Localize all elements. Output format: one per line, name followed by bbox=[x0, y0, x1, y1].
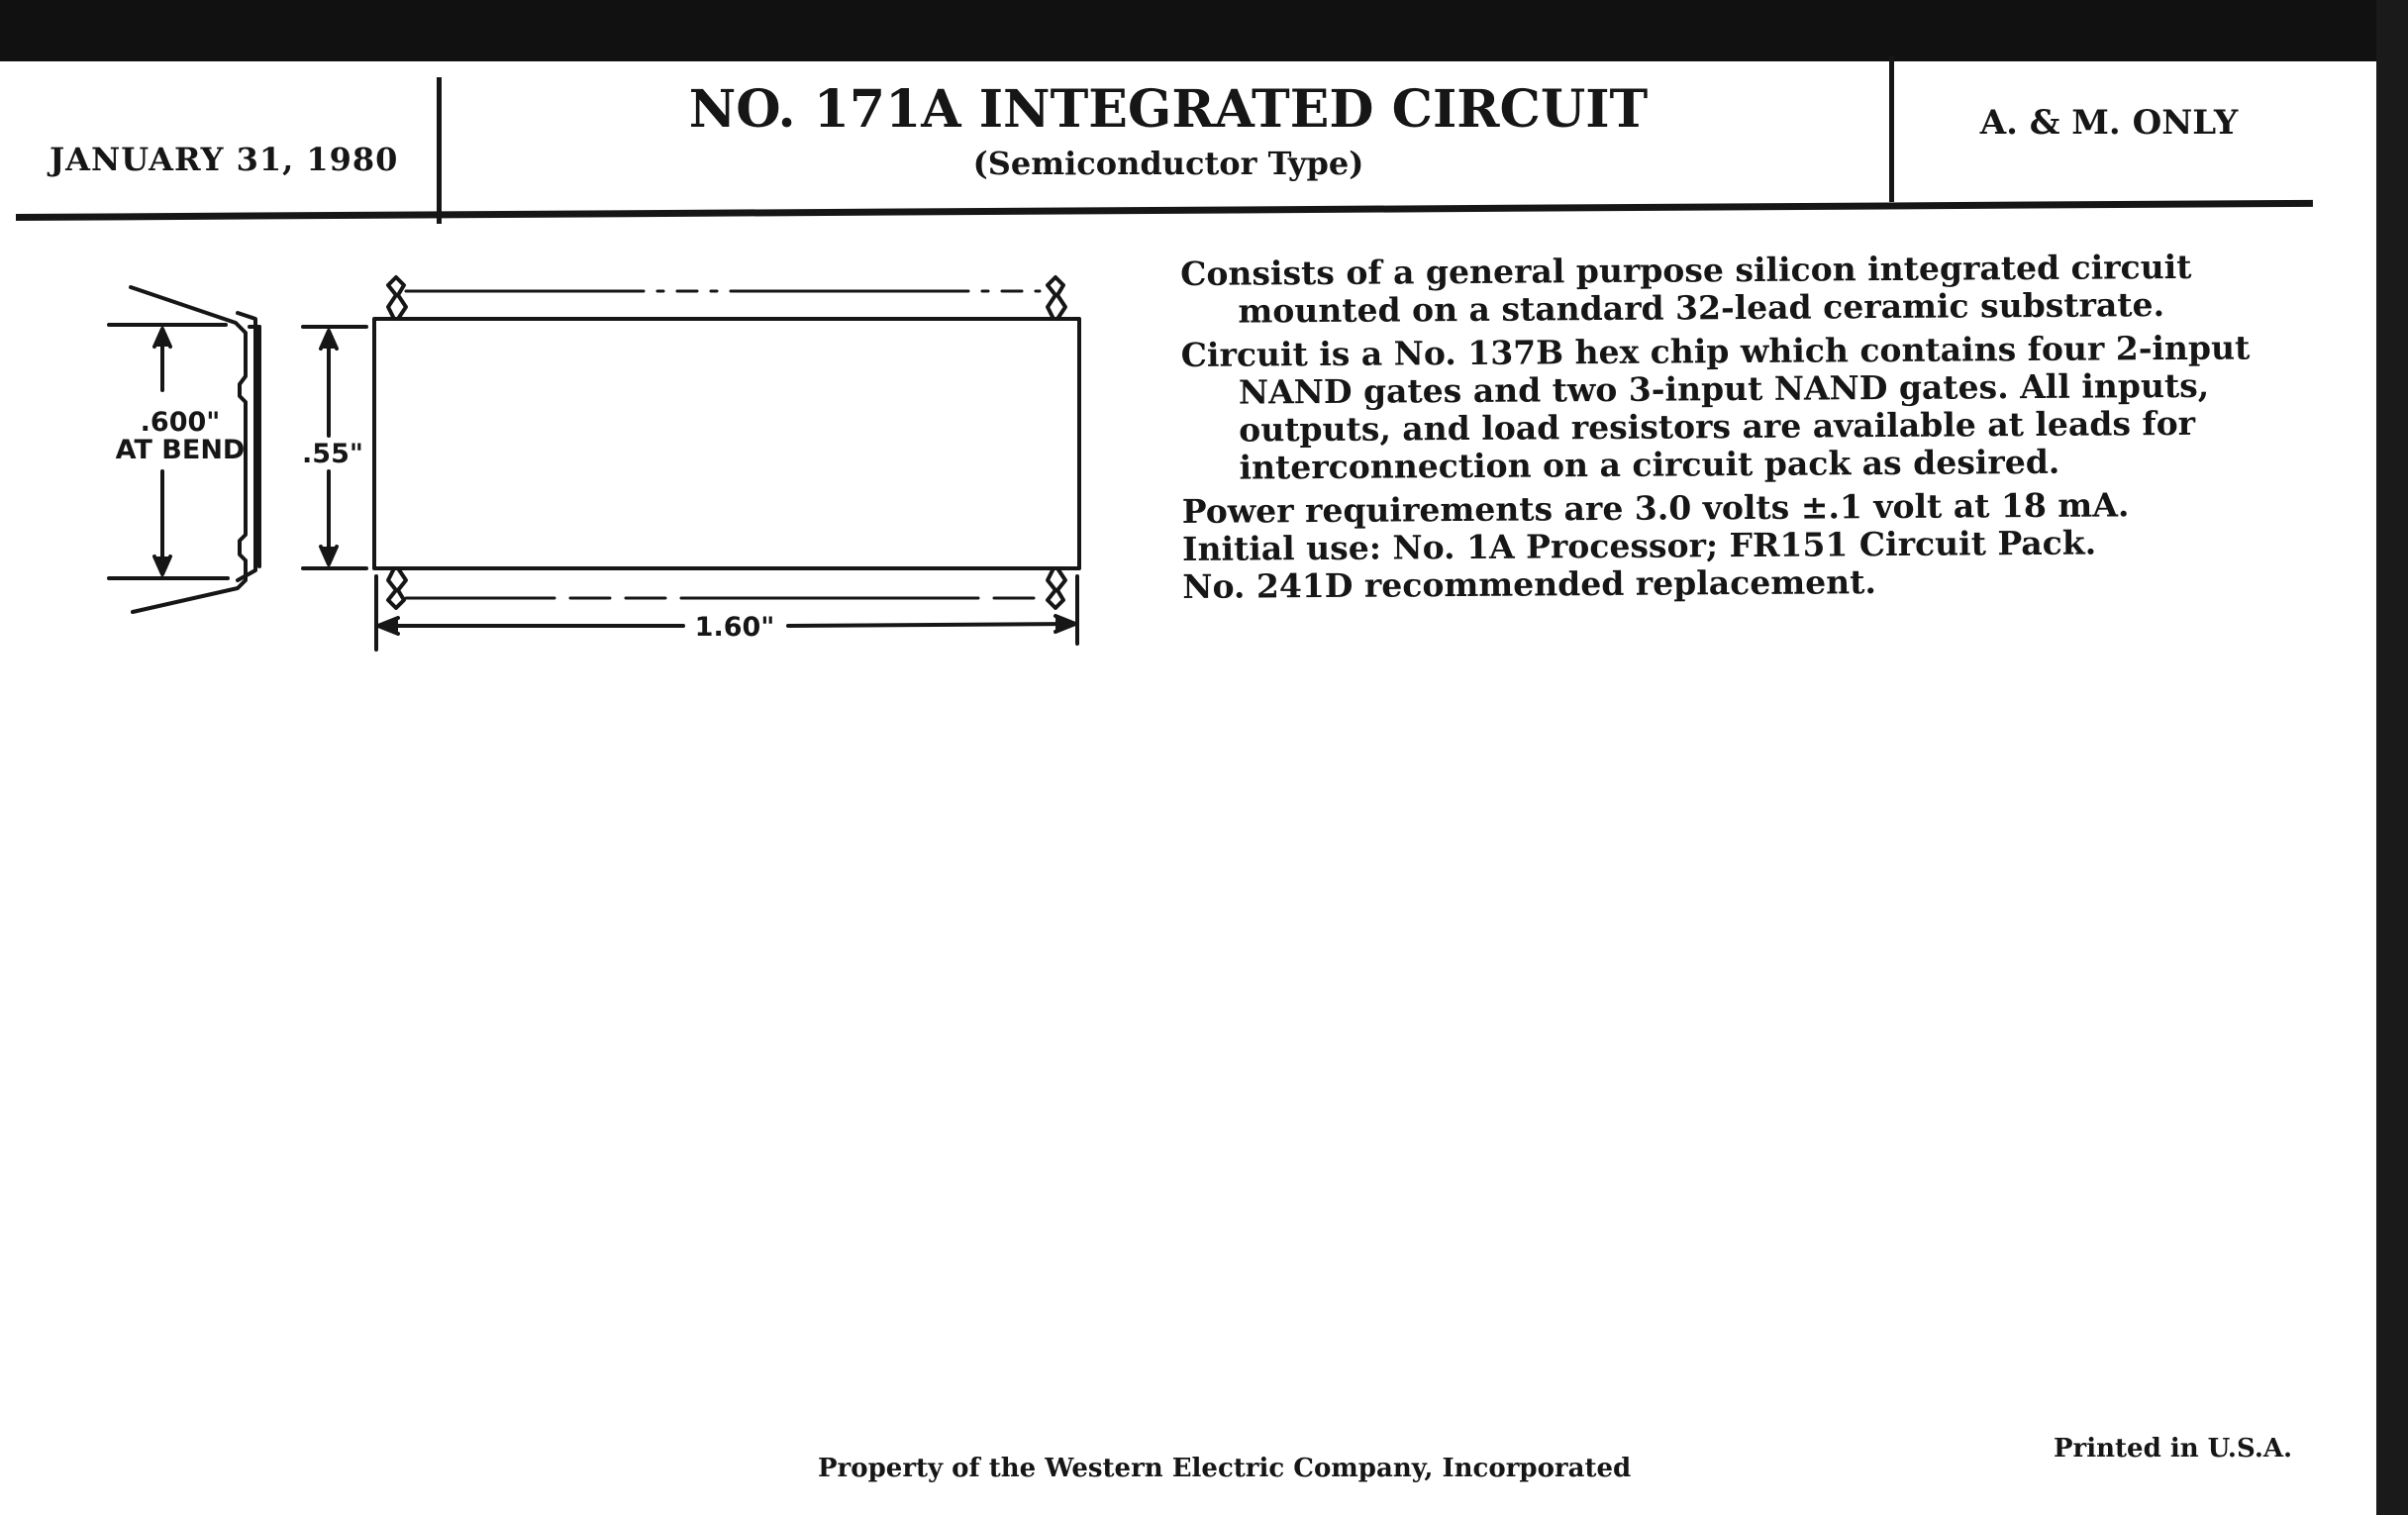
description-block bbox=[1180, 248, 2271, 606]
description-power: Power requirements are 3.0 volts ±.1 volt at 18 mA. bbox=[1181, 485, 2130, 531]
page-title: NO. 171A INTEGRATED CIRCUIT bbox=[688, 79, 1649, 140]
bend-dim-value: .600" bbox=[140, 407, 221, 438]
length-dim-label: 1.60" bbox=[694, 612, 775, 643]
lead-top-right bbox=[1048, 277, 1065, 319]
issue-date: JANUARY 31, 1980 bbox=[50, 141, 399, 178]
header-divider-right bbox=[1889, 55, 1894, 202]
lead-top-left bbox=[388, 277, 406, 319]
page-subtitle: (Semiconductor Type) bbox=[972, 145, 1364, 182]
chip-body-outline bbox=[374, 319, 1079, 568]
bend-dim-note: AT BEND bbox=[115, 435, 246, 465]
lead-bottom-left bbox=[388, 568, 406, 608]
scope-label: A. & M. ONLY bbox=[1979, 103, 2239, 143]
footer-property: Property of the Western Electric Company, Incorporated bbox=[818, 1454, 1632, 1483]
scan-edge bbox=[2376, 0, 2408, 1515]
lead-bottom-right bbox=[1048, 568, 1065, 608]
description-replacement: No. 241D recommended replacement. bbox=[1182, 562, 1877, 606]
component-drawing bbox=[89, 267, 1099, 663]
description-initial-use: Initial use: No. 1A Processor; FR151 Circuit Pack. bbox=[1181, 523, 2097, 568]
height-dim-label: .55" bbox=[302, 439, 363, 469]
description-circuit: Circuit is a No. 137B hex chip which contains four 2-input NAND gates and two 3-input NAND gates. All inputs, outputs, and load resistors are available at leads for interconnection on a circuit pack as desired. bbox=[1180, 328, 2251, 487]
description-substrate: Consists of a general purpose silicon integrated circuit mounted on a standard 32-lead ceramic substrate. bbox=[1179, 247, 2192, 331]
footer-printed: Printed in U.S.A. bbox=[2054, 1434, 2293, 1464]
header-divider-left bbox=[437, 77, 442, 224]
